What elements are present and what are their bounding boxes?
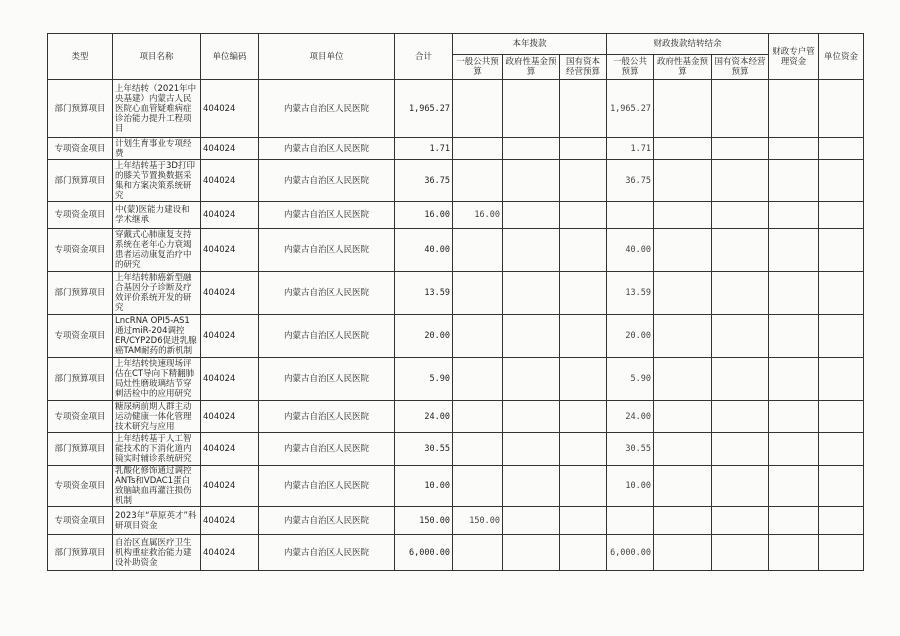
- cell-project-name: 乳酸化修饰通过调控ANTs和VDAC1蛋白致脑缺血再灌注损伤机制: [113, 466, 201, 507]
- cell-type: 部门预算项目: [48, 160, 113, 202]
- cell-special-account: [769, 202, 819, 229]
- cell-project-name: 中(蒙)医能力建设和学术继承: [113, 202, 201, 229]
- cell-special-account: [769, 80, 819, 138]
- header-project-name: 项目名称: [113, 34, 201, 80]
- cell-cur-state-capital: [560, 466, 607, 507]
- cell-co-state-capital: [712, 229, 769, 272]
- table-row: [48, 202, 864, 229]
- cell-cur-gov-fund: [503, 202, 560, 229]
- cell-project-name: 自治区直属医疗卫生机构重症救治能力建设补助资金: [113, 535, 201, 571]
- table-row: [48, 315, 864, 358]
- cell-unit-funds: [819, 358, 864, 401]
- table-row: [48, 358, 864, 401]
- header-special-account: 财政专户管理资金: [769, 34, 819, 80]
- cell-cur-general: 150.00: [453, 507, 503, 535]
- cell-project-unit: 内蒙古自治区人民医院: [259, 466, 395, 507]
- cell-type: 部门预算项目: [48, 272, 113, 315]
- header-unit-funds: 单位资金: [819, 34, 864, 80]
- cell-total: 16.00: [395, 202, 453, 229]
- cell-unit-funds: [819, 401, 864, 433]
- cell-co-gov-fund: [654, 138, 712, 160]
- cell-special-account: [769, 535, 819, 571]
- budget-table: [47, 33, 864, 571]
- cell-cur-general: [453, 315, 503, 358]
- cell-project-unit: 内蒙古自治区人民医院: [259, 160, 395, 202]
- cell-cur-gov-fund: [503, 401, 560, 433]
- table-row: [48, 229, 864, 272]
- cell-unit-code: 404024: [201, 433, 259, 466]
- cell-project-name: 上年结转快速现场评估在CT导向下精翻肺局灶性磨玻璃结节穿刺活检中的应用研究: [113, 358, 201, 401]
- cell-cur-general: [453, 272, 503, 315]
- cell-cur-state-capital: [560, 138, 607, 160]
- cell-co-state-capital: [712, 401, 769, 433]
- cell-cur-state-capital: [560, 272, 607, 315]
- cell-unit-code: 404024: [201, 138, 259, 160]
- cell-special-account: [769, 272, 819, 315]
- cell-co-general: [607, 202, 654, 229]
- cell-cur-state-capital: [560, 80, 607, 138]
- cell-co-gov-fund: [654, 229, 712, 272]
- cell-special-account: [769, 315, 819, 358]
- cell-co-state-capital: [712, 433, 769, 466]
- cell-type: 专项资金项目: [48, 507, 113, 535]
- cell-type: 部门预算项目: [48, 433, 113, 466]
- table-row: [48, 138, 864, 160]
- cell-co-state-capital: [712, 315, 769, 358]
- header-total: 合计: [395, 34, 453, 80]
- cell-unit-code: 404024: [201, 507, 259, 535]
- cell-unit-code: 404024: [201, 272, 259, 315]
- cell-co-state-capital: [712, 535, 769, 571]
- cell-total: 150.00: [395, 507, 453, 535]
- cell-unit-funds: [819, 315, 864, 358]
- table-row: [48, 466, 864, 507]
- cell-cur-gov-fund: [503, 507, 560, 535]
- cell-cur-gov-fund: [503, 535, 560, 571]
- cell-project-unit: 内蒙古自治区人民医院: [259, 272, 395, 315]
- cell-cur-state-capital: [560, 535, 607, 571]
- cell-unit-funds: [819, 229, 864, 272]
- table-row: [48, 433, 864, 466]
- cell-co-state-capital: [712, 160, 769, 202]
- cell-special-account: [769, 138, 819, 160]
- cell-cur-state-capital: [560, 401, 607, 433]
- header-cur-gov-fund: 政府性基金预算: [503, 55, 560, 80]
- cell-co-general: 1.71: [607, 138, 654, 160]
- cell-project-name: 穿戴式心肺康复支持系统在老年心力衰竭患者运动康复治疗中的研究: [113, 229, 201, 272]
- cell-total: 1,965.27: [395, 80, 453, 138]
- cell-co-general: 36.75: [607, 160, 654, 202]
- cell-project-unit: 内蒙古自治区人民医院: [259, 358, 395, 401]
- cell-co-gov-fund: [654, 202, 712, 229]
- cell-cur-gov-fund: [503, 466, 560, 507]
- cell-co-general: [607, 507, 654, 535]
- cell-special-account: [769, 401, 819, 433]
- cell-cur-state-capital: [560, 229, 607, 272]
- cell-unit-code: 404024: [201, 401, 259, 433]
- header-carryover: 财政拨款结转结余: [607, 34, 769, 55]
- header-co-state-capital: 国有资本经营预算: [712, 55, 769, 80]
- cell-co-state-capital: [712, 507, 769, 535]
- header-cur-state-capital: 国有资本经营预算: [560, 55, 607, 80]
- cell-type: 专项资金项目: [48, 401, 113, 433]
- cell-co-gov-fund: [654, 315, 712, 358]
- table-row: [48, 401, 864, 433]
- cell-type: 部门预算项目: [48, 358, 113, 401]
- cell-unit-code: 404024: [201, 160, 259, 202]
- cell-project-unit: 内蒙古自治区人民医院: [259, 229, 395, 272]
- cell-project-unit: 内蒙古自治区人民医院: [259, 315, 395, 358]
- cell-cur-general: [453, 229, 503, 272]
- cell-project-unit: 内蒙古自治区人民医院: [259, 138, 395, 160]
- cell-type: 部门预算项目: [48, 80, 113, 138]
- cell-total: 40.00: [395, 229, 453, 272]
- cell-special-account: [769, 507, 819, 535]
- cell-co-general: 10.00: [607, 466, 654, 507]
- cell-unit-code: 404024: [201, 80, 259, 138]
- cell-co-gov-fund: [654, 358, 712, 401]
- table-row: [48, 535, 864, 571]
- cell-project-name: 上年结转肺癌新型融合基因分子诊断及疗效评价系统开发的研究: [113, 272, 201, 315]
- table-row: [48, 160, 864, 202]
- cell-project-name: LncRNA OPI5-AS1通过miR-204调控ER/CYP2D6促进乳腺癌TAM耐药的新机制: [113, 315, 201, 358]
- cell-cur-general: [453, 80, 503, 138]
- cell-cur-general: [453, 160, 503, 202]
- cell-cur-gov-fund: [503, 272, 560, 315]
- cell-project-unit: 内蒙古自治区人民医院: [259, 401, 395, 433]
- cell-co-general: 40.00: [607, 229, 654, 272]
- cell-project-unit: 内蒙古自治区人民医院: [259, 202, 395, 229]
- cell-co-general: 20.00: [607, 315, 654, 358]
- header-project-unit: 项目单位: [259, 34, 395, 80]
- cell-total: 20.00: [395, 315, 453, 358]
- cell-co-gov-fund: [654, 160, 712, 202]
- cell-unit-funds: [819, 202, 864, 229]
- cell-project-unit: 内蒙古自治区人民医院: [259, 535, 395, 571]
- header-type: 类型: [48, 34, 113, 80]
- cell-unit-code: 404024: [201, 466, 259, 507]
- cell-special-account: [769, 229, 819, 272]
- cell-cur-general: [453, 138, 503, 160]
- cell-cur-general: [453, 401, 503, 433]
- table-row: [48, 80, 864, 138]
- cell-unit-code: 404024: [201, 202, 259, 229]
- header-current-year-allocation: 本年拨款: [453, 34, 607, 55]
- cell-project-name: 上年结转基于3D打印的膝关节置换数据采集和方案决策系统研究: [113, 160, 201, 202]
- cell-total: 1.71: [395, 138, 453, 160]
- cell-type: 专项资金项目: [48, 466, 113, 507]
- cell-cur-gov-fund: [503, 358, 560, 401]
- cell-co-gov-fund: [654, 80, 712, 138]
- cell-cur-state-capital: [560, 202, 607, 229]
- cell-cur-gov-fund: [503, 160, 560, 202]
- cell-co-gov-fund: [654, 466, 712, 507]
- cell-unit-funds: [819, 466, 864, 507]
- cell-total: 10.00: [395, 466, 453, 507]
- cell-unit-code: 404024: [201, 358, 259, 401]
- cell-co-state-capital: [712, 272, 769, 315]
- cell-special-account: [769, 160, 819, 202]
- cell-co-general: 5.90: [607, 358, 654, 401]
- cell-type: 部门预算项目: [48, 535, 113, 571]
- cell-total: 24.00: [395, 401, 453, 433]
- cell-project-unit: 内蒙古自治区人民医院: [259, 433, 395, 466]
- cell-project-name: 2023年“草原英才”科研项目资金: [113, 507, 201, 535]
- header-co-general: 一般公共预算: [607, 55, 654, 80]
- cell-unit-funds: [819, 272, 864, 315]
- cell-co-state-capital: [712, 466, 769, 507]
- cell-type: 专项资金项目: [48, 315, 113, 358]
- cell-project-unit: 内蒙古自治区人民医院: [259, 507, 395, 535]
- cell-co-gov-fund: [654, 272, 712, 315]
- cell-cur-general: [453, 358, 503, 401]
- cell-unit-funds: [819, 433, 864, 466]
- cell-co-gov-fund: [654, 401, 712, 433]
- cell-cur-state-capital: [560, 160, 607, 202]
- cell-cur-state-capital: [560, 507, 607, 535]
- cell-cur-state-capital: [560, 315, 607, 358]
- cell-cur-gov-fund: [503, 138, 560, 160]
- header-cur-general: 一般公共预算: [453, 55, 503, 80]
- cell-cur-gov-fund: [503, 433, 560, 466]
- cell-co-state-capital: [712, 138, 769, 160]
- cell-cur-general: [453, 433, 503, 466]
- cell-cur-gov-fund: [503, 80, 560, 138]
- cell-project-name: 计划生育事业专项经费: [113, 138, 201, 160]
- cell-project-unit: 内蒙古自治区人民医院: [259, 80, 395, 138]
- cell-cur-gov-fund: [503, 229, 560, 272]
- cell-project-name: 糖尿病前期人群主动运动健康一体化管理技术研究与应用: [113, 401, 201, 433]
- cell-special-account: [769, 466, 819, 507]
- cell-co-state-capital: [712, 80, 769, 138]
- cell-project-name: 上年结转基于人工智能技术的下消化道内镜实时辅诊系统研究: [113, 433, 201, 466]
- cell-total: 30.55: [395, 433, 453, 466]
- cell-unit-code: 404024: [201, 535, 259, 571]
- cell-unit-funds: [819, 507, 864, 535]
- cell-total: 5.90: [395, 358, 453, 401]
- header-co-gov-fund: 政府性基金预算: [654, 55, 712, 80]
- cell-total: 6,000.00: [395, 535, 453, 571]
- cell-special-account: [769, 358, 819, 401]
- cell-cur-gov-fund: [503, 315, 560, 358]
- header-unit-code: 单位编码: [201, 34, 259, 80]
- table-row: [48, 507, 864, 535]
- header-row-1: [48, 34, 864, 55]
- cell-unit-funds: [819, 535, 864, 571]
- cell-co-gov-fund: [654, 507, 712, 535]
- cell-unit-funds: [819, 80, 864, 138]
- cell-co-gov-fund: [654, 433, 712, 466]
- cell-cur-general: [453, 535, 503, 571]
- cell-unit-code: 404024: [201, 229, 259, 272]
- table-row: [48, 272, 864, 315]
- cell-co-general: 1,965.27: [607, 80, 654, 138]
- cell-co-general: 13.59: [607, 272, 654, 315]
- cell-special-account: [769, 433, 819, 466]
- cell-co-general: 30.55: [607, 433, 654, 466]
- cell-cur-general: [453, 466, 503, 507]
- cell-cur-general: 16.00: [453, 202, 503, 229]
- cell-type: 专项资金项目: [48, 229, 113, 272]
- cell-total: 36.75: [395, 160, 453, 202]
- cell-cur-state-capital: [560, 358, 607, 401]
- cell-cur-state-capital: [560, 433, 607, 466]
- cell-co-gov-fund: [654, 535, 712, 571]
- cell-unit-code: 404024: [201, 315, 259, 358]
- cell-unit-funds: [819, 160, 864, 202]
- cell-total: 13.59: [395, 272, 453, 315]
- cell-co-general: 24.00: [607, 401, 654, 433]
- cell-co-general: 6,000.00: [607, 535, 654, 571]
- cell-co-state-capital: [712, 358, 769, 401]
- cell-unit-funds: [819, 138, 864, 160]
- cell-type: 专项资金项目: [48, 202, 113, 229]
- cell-project-name: 上年结转（2021年中央基建）内蒙古人民医院心血管疑难病症诊治能力提升工程项目: [113, 80, 201, 138]
- cell-type: 专项资金项目: [48, 138, 113, 160]
- cell-co-state-capital: [712, 202, 769, 229]
